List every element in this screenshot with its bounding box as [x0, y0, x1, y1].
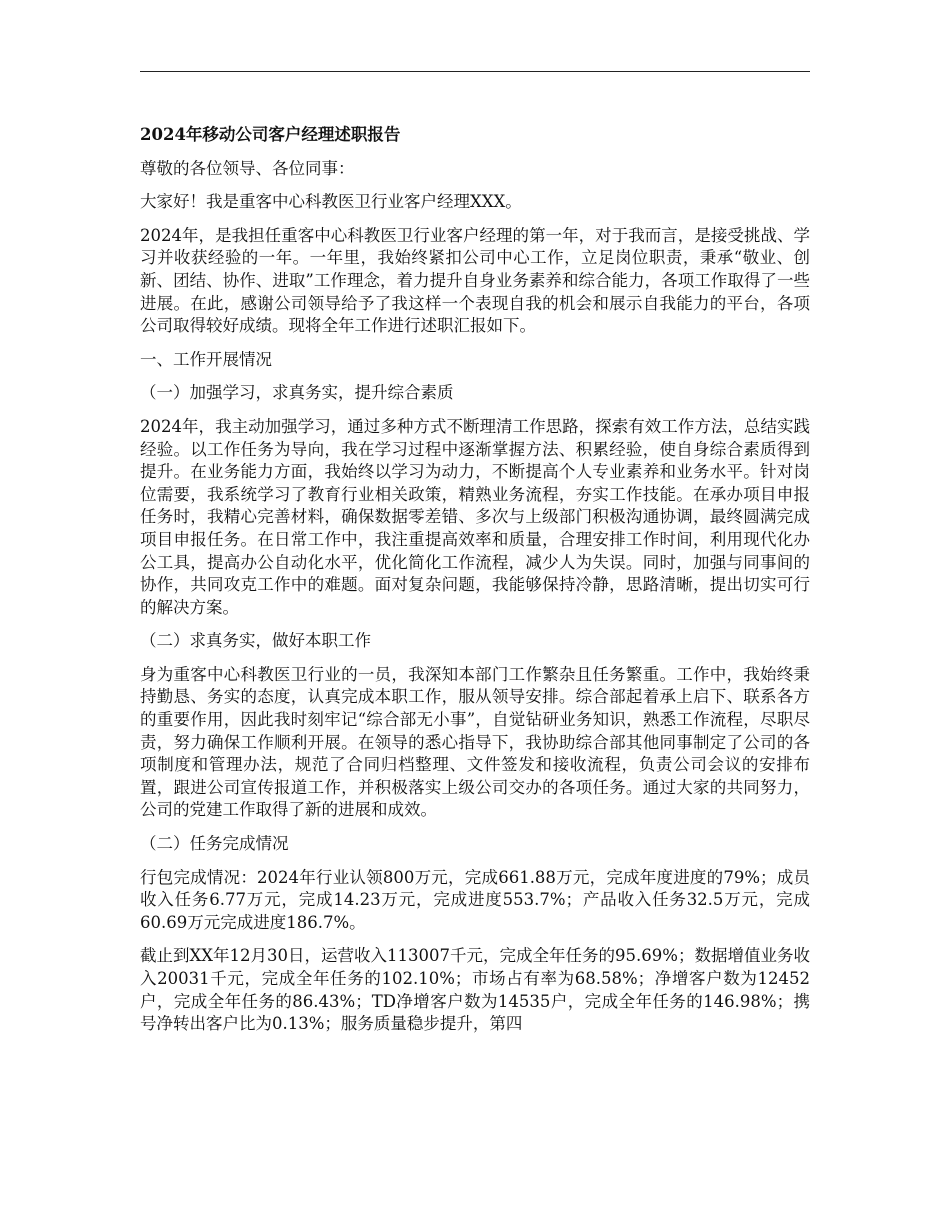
header-rule	[140, 71, 810, 72]
intro-paragraph: 2024年，是我担任重客中心科教医卫行业客户经理的第一年，对于我而言，是接受挑战、学习并收获经验的一年。一年里，我始终紧扣公司中心工作，立足岗位职责，秉承“敬业、创新、团结、协作、进取”工作理念，着力提升自身业务素养和综合能力，各项工作取得了一些进展。在此，感谢公司领导给予了我这样一个表现自我的机会和展示自我能力的平台，各项公司取得较好成绩。现将全年工作进行述职汇报如下。	[140, 225, 810, 336]
document-title: 2024年移动公司客户经理述职报告	[140, 125, 401, 144]
body-paragraph: 行包完成情况：2024年行业认领800万元，完成661.88万元，完成年度进度的79%；成员收入任务6.77万元，完成14.23万元，完成进度553.7%；产品收入任务32.5万元，完成60.69万元完成进度186.7%。	[140, 867, 810, 932]
section-heading: 一、工作开展情况	[140, 349, 272, 369]
subsection-heading: （一）加强学习，求真务实，提升综合素质	[140, 383, 454, 403]
body-paragraph: 身为重客中心科教医卫行业的一员，我深知本部门工作繁杂且任务繁重。工作中，我始终秉持勤恳、务实的态度，认真完成本职工作，服从领导安排。综合部起着承上启下、联系各方的重要作用，因此我时刻牢记“综合部无小事”，自觉钻研业务知识，熟悉工作流程，尽职尽责，努力确保工作顺利开展。在领导的悉心指导下，我协助综合部其他同事制定了公司的各项制度和管理办法，规范了合同归档整理、文件签发和接收流程，负责公司会议的安排布置，跟进公司宣传报道工作，并积极落实上级公司交办的各项任务。通过大家的共同努力，公司的党建工作取得了新的进展和成效。	[140, 664, 810, 820]
document-body	[140, 124, 810, 1047]
body-paragraph: 2024年，我主动加强学习，通过多种方式不断理清工作思路，探索有效工作方法，总结实践经验。以工作任务为导向，我在学习过程中逐渐掌握方法、积累经验，使自身综合素质得到提升。在业务能力方面，我始终以学习为动力，不断提高个人专业素养和业务水平。针对岗位需要，我系统学习了教育行业相关政策，精熟业务流程，夯实工作技能。在承办项目申报任务时，我精心完善材料，确保数据零差错、多次与上级部门积极沟通协调，最终圆满完成项目申报任务。在日常工作中，我注重提高效率和质量，合理安排工作时间，利用现代化办公工具，提高办公自动化水平，优化简化工作流程，减少人为失误。同时，加强与同事间的协作，共同攻克工作中的难题。面对复杂问题，我能够保持冷静，思路清晰，提出切实可行的解决方案。	[140, 416, 810, 617]
subsection-heading: （二）求真务实，做好本职工作	[140, 631, 371, 651]
body-paragraph: 截止到XX年12月30日，运营收入113007千元，完成全年任务的95.69%；数据增值业务收入20031千元，完成全年任务的102.10%；市场占有率为68.58%；净增客户数为12452户，完成全年任务的86.43%；TD净增客户数为14535户，完成全年任务的146.98%；携号净转出客户比为0.13%；服务质量稳步提升，第四	[140, 946, 810, 1034]
salutation: 尊敬的各位领导、各位同事：	[140, 158, 355, 178]
greeting: 大家好！我是重客中心科教医卫行业客户经理XXX。	[140, 192, 522, 212]
subsection-heading: （二）任务完成情况	[140, 834, 289, 854]
